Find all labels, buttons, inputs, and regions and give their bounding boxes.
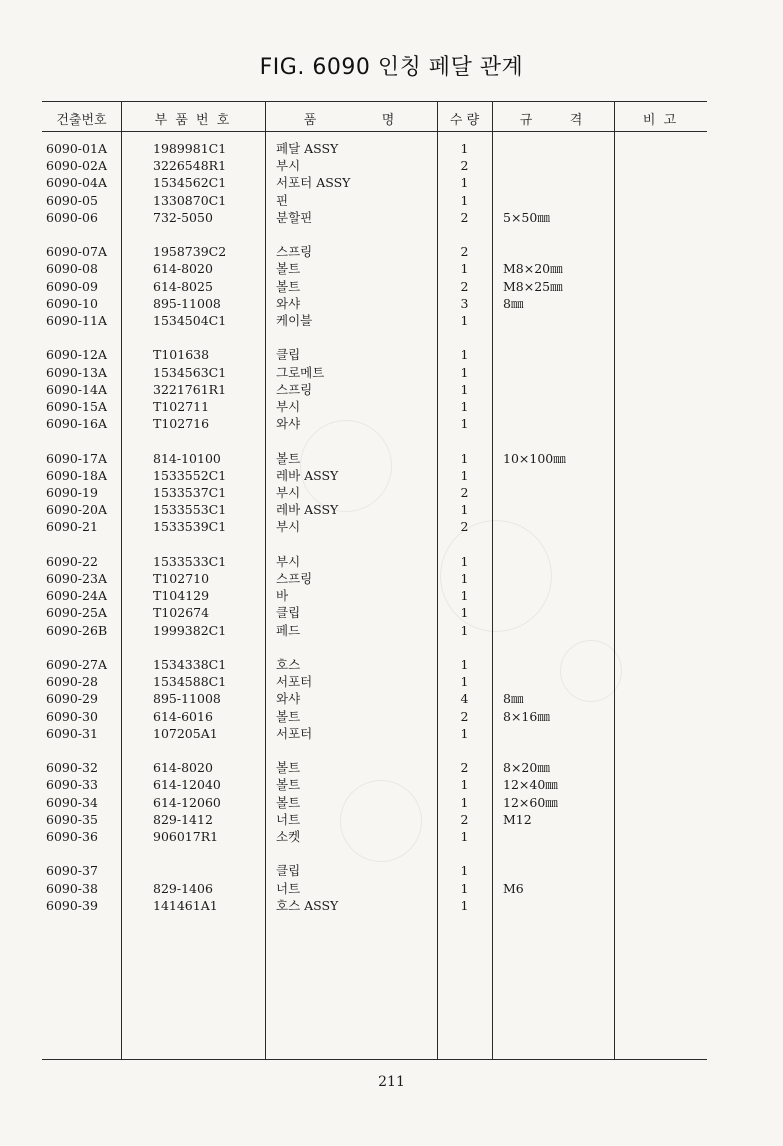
quantity-cell: 1 — [460, 399, 469, 414]
quantity-cell: 1 — [460, 880, 469, 896]
part-number-cell: 829-1412 — [153, 811, 213, 827]
spec-cell: 8㎜ — [503, 295, 524, 311]
part-number-cell: 906017R1 — [153, 829, 219, 844]
part-name-cell: 바 — [276, 588, 289, 604]
column-divider — [121, 101, 122, 1059]
ref-number-cell: 6090-08 — [46, 261, 98, 277]
part-number-cell: 895-11008 — [153, 295, 221, 311]
ref-number-cell: 6090-02A — [46, 158, 107, 174]
part-name-cell: 그로메트 — [276, 364, 325, 380]
part-number-cell: 895-11008 — [153, 691, 221, 707]
part-number-cell: 1330870C1 — [153, 192, 227, 208]
part-number-cell: T101638 — [153, 347, 210, 363]
part-number-cell: 1958739C2 — [153, 244, 227, 260]
ref-number-cell: 6090-05 — [46, 192, 98, 208]
part-name-cell: 볼트 — [276, 278, 301, 294]
spec-cell: 5×50㎜ — [503, 209, 550, 225]
part-name-cell: 분할핀 — [276, 209, 313, 225]
part-name-cell: 레바 ASSY — [276, 467, 339, 483]
part-number-cell: 1533552C1 — [153, 467, 227, 483]
part-number-cell: 141461A1 — [153, 897, 218, 913]
part-name-cell: 클립 — [276, 863, 301, 879]
part-name-cell: 클립 — [276, 347, 301, 363]
quantity-cell: 4 — [460, 691, 469, 707]
part-number-cell: 614-8020 — [153, 760, 213, 776]
ref-number-cell: 6090-15A — [46, 399, 107, 414]
part-name-cell: 와샤 — [276, 416, 301, 432]
ref-number-cell: 6090-11A — [46, 313, 107, 328]
quantity-cell: 1 — [460, 553, 469, 569]
part-number-cell: 1989981C1 — [153, 141, 227, 156]
part-number-cell: 614-12060 — [153, 794, 221, 810]
ref-number-cell: 6090-09 — [46, 278, 98, 294]
part-number-cell: 3221761R1 — [153, 381, 227, 397]
column-divider — [265, 101, 266, 1059]
ref-number-cell: 6090-24A — [46, 588, 107, 604]
ref-number-cell: 6090-14A — [46, 381, 107, 397]
part-number-cell: 107205A1 — [153, 725, 218, 741]
part-number-cell: 614-8025 — [153, 278, 213, 294]
quantity-cell: 1 — [460, 657, 469, 672]
quantity-cell: 1 — [460, 502, 469, 518]
ref-number-cell: 6090-36 — [46, 829, 98, 844]
part-name-cell: 와샤 — [276, 691, 301, 707]
quantity-cell: 2 — [460, 519, 469, 535]
quantity-cell: 1 — [460, 777, 469, 793]
part-name-cell: 부시 — [276, 399, 301, 414]
spec-cell: 12×40㎜ — [503, 777, 558, 793]
part-name-cell: 레바 ASSY — [276, 502, 339, 518]
part-number-cell: 1533553C1 — [153, 502, 227, 518]
part-name-cell: 너트 — [276, 880, 301, 896]
quantity-cell: 2 — [460, 760, 469, 776]
part-number-cell: T102674 — [153, 605, 210, 621]
part-number-cell: 1534338C1 — [153, 657, 227, 672]
part-name-cell: 스프링 — [276, 244, 313, 260]
quantity-cell: 1 — [460, 261, 469, 277]
ref-number-cell: 6090-39 — [46, 897, 98, 913]
quantity-cell: 1 — [460, 622, 469, 638]
header-part-name-a: 품 — [303, 113, 317, 128]
part-number-cell: 1533539C1 — [153, 519, 227, 535]
part-name-cell: 페드 — [276, 622, 301, 638]
spec-cell: M12 — [503, 811, 532, 827]
spec-cell: 8×20㎜ — [503, 760, 550, 776]
part-number-cell: 814-10100 — [153, 450, 221, 466]
part-number-cell: 1533533C1 — [153, 553, 227, 569]
quantity-cell: 2 — [460, 278, 469, 294]
spec-cell: 12×60㎜ — [503, 794, 558, 810]
ref-number-cell: 6090-01A — [46, 141, 107, 156]
ref-number-cell: 6090-29 — [46, 691, 98, 707]
header-part-number: 부 품 번 호 — [154, 113, 232, 128]
part-name-cell: 클립 — [276, 605, 301, 621]
quantity-cell: 1 — [460, 605, 469, 621]
quantity-cell: 1 — [460, 794, 469, 810]
part-number-cell: 1534562C1 — [153, 175, 227, 191]
table-top-rule — [42, 101, 707, 102]
part-name-cell: 페달 ASSY — [276, 141, 339, 156]
quantity-cell: 3 — [460, 295, 469, 311]
part-name-cell: 볼트 — [276, 708, 301, 724]
ref-number-cell: 6090-35 — [46, 811, 98, 827]
part-name-cell: 부시 — [276, 485, 301, 500]
header-remarks: 비 고 — [642, 113, 679, 128]
part-number-cell: 1534563C1 — [153, 364, 227, 380]
part-name-cell: 핀 — [276, 192, 289, 208]
quantity-cell: 2 — [460, 158, 469, 174]
quantity-cell: 1 — [460, 863, 469, 879]
part-name-cell: 볼트 — [276, 261, 301, 277]
ref-number-cell: 6090-06 — [46, 209, 98, 225]
quantity-cell: 1 — [460, 467, 469, 483]
part-name-cell: 부시 — [276, 158, 301, 174]
ref-number-cell: 6090-34 — [46, 794, 98, 810]
part-name-cell: 케이블 — [276, 313, 313, 328]
ref-number-cell: 6090-20A — [46, 502, 107, 518]
quantity-cell: 1 — [460, 175, 469, 191]
part-name-cell: 스프링 — [276, 381, 313, 397]
ref-number-cell: 6090-25A — [46, 605, 107, 621]
part-number-cell: 1999382C1 — [153, 622, 227, 638]
ref-number-cell: 6090-22 — [46, 553, 98, 569]
ref-number-cell: 6090-38 — [46, 880, 98, 896]
spec-cell: 8×16㎜ — [503, 708, 550, 724]
part-name-cell: 와샤 — [276, 295, 301, 311]
part-name-cell: 서포터 — [276, 725, 313, 741]
ref-number-cell: 6090-04A — [46, 175, 107, 191]
ref-number-cell: 6090-33 — [46, 777, 98, 793]
part-number-cell: 614-6016 — [153, 708, 213, 724]
ref-number-cell: 6090-27A — [46, 657, 107, 672]
part-name-cell: 스프링 — [276, 571, 313, 586]
header-spec-b: 격 — [569, 113, 583, 128]
part-number-cell: T102710 — [153, 571, 210, 586]
quantity-cell: 1 — [460, 364, 469, 380]
ref-number-cell: 6090-07A — [46, 244, 107, 260]
ref-number-cell: 6090-13A — [46, 364, 107, 380]
quantity-cell: 1 — [460, 725, 469, 741]
ref-number-cell: 6090-32 — [46, 760, 98, 776]
ref-number-cell: 6090-16A — [46, 416, 107, 432]
part-name-cell: 볼트 — [276, 777, 301, 793]
part-number-cell: T104129 — [153, 588, 210, 604]
part-number-cell: 1534504C1 — [153, 313, 227, 328]
page-number: 211 — [378, 1074, 405, 1090]
spec-cell: M8×25㎜ — [503, 278, 563, 294]
ref-number-cell: 6090-30 — [46, 708, 98, 724]
spec-cell: M6 — [503, 880, 524, 896]
part-number-cell: 1534588C1 — [153, 674, 227, 690]
quantity-cell: 2 — [460, 244, 469, 260]
column-divider — [614, 101, 615, 1059]
part-number-cell: T102716 — [153, 416, 210, 432]
quantity-cell: 1 — [460, 381, 469, 397]
ref-number-cell: 6090-12A — [46, 347, 107, 363]
quantity-cell: 2 — [460, 209, 469, 225]
ref-number-cell: 6090-17A — [46, 450, 107, 466]
part-name-cell: 소켓 — [276, 829, 301, 844]
part-name-cell: 호스 ASSY — [276, 897, 339, 913]
ref-number-cell: 6090-28 — [46, 674, 98, 690]
table-header-rule — [42, 131, 707, 132]
part-number-cell: 829-1406 — [153, 880, 213, 896]
ref-number-cell: 6090-21 — [46, 519, 98, 535]
quantity-cell: 1 — [460, 571, 469, 586]
quantity-cell: 1 — [460, 192, 469, 208]
spec-cell: M8×20㎜ — [503, 261, 563, 277]
quantity-cell: 2 — [460, 485, 469, 500]
part-name-cell: 부시 — [276, 519, 301, 535]
quantity-cell: 1 — [460, 313, 469, 328]
spec-cell: 8㎜ — [503, 691, 524, 707]
quantity-cell: 1 — [460, 450, 469, 466]
part-name-cell: 서포터 — [276, 674, 313, 690]
part-name-cell: 볼트 — [276, 794, 301, 810]
part-name-cell: 서포터 ASSY — [276, 175, 351, 191]
ref-number-cell: 6090-26B — [46, 622, 108, 638]
page-title: FIG. 6090 인칭 페달 관계 — [259, 55, 524, 80]
quantity-cell: 1 — [460, 416, 469, 432]
ref-number-cell: 6090-18A — [46, 467, 107, 483]
part-number-cell: 732-5050 — [153, 209, 213, 225]
quantity-cell: 2 — [460, 708, 469, 724]
part-number-cell: 1533537C1 — [153, 485, 227, 500]
table-bottom-rule — [42, 1059, 707, 1060]
spec-cell: 10×100㎜ — [503, 450, 566, 466]
part-name-cell: 부시 — [276, 553, 301, 569]
quantity-cell: 1 — [460, 674, 469, 690]
quantity-cell: 2 — [460, 811, 469, 827]
ref-number-cell: 6090-37 — [46, 863, 98, 879]
header-part-name-b: 명 — [381, 113, 395, 128]
part-name-cell: 볼트 — [276, 760, 301, 776]
part-number-cell: T102711 — [153, 399, 210, 414]
ref-number-cell: 6090-19 — [46, 485, 98, 500]
quantity-cell: 1 — [460, 347, 469, 363]
part-name-cell: 너트 — [276, 811, 301, 827]
ref-number-cell: 6090-10 — [46, 295, 98, 311]
ref-number-cell: 6090-31 — [46, 725, 98, 741]
quantity-cell: 1 — [460, 588, 469, 604]
part-number-cell: 614-12040 — [153, 777, 221, 793]
header-spec-a: 규 — [519, 113, 533, 128]
ref-number-cell: 6090-23A — [46, 571, 107, 586]
header-quantity: 수 량 — [449, 113, 480, 128]
part-name-cell: 호스 — [276, 657, 301, 672]
header-ref-number: 건출번호 — [56, 113, 107, 128]
quantity-cell: 1 — [460, 829, 469, 844]
part-number-cell: 3226548R1 — [153, 158, 227, 174]
part-number-cell: 614-8020 — [153, 261, 213, 277]
quantity-cell: 1 — [460, 897, 469, 913]
part-name-cell: 볼트 — [276, 450, 301, 466]
quantity-cell: 1 — [460, 141, 469, 156]
